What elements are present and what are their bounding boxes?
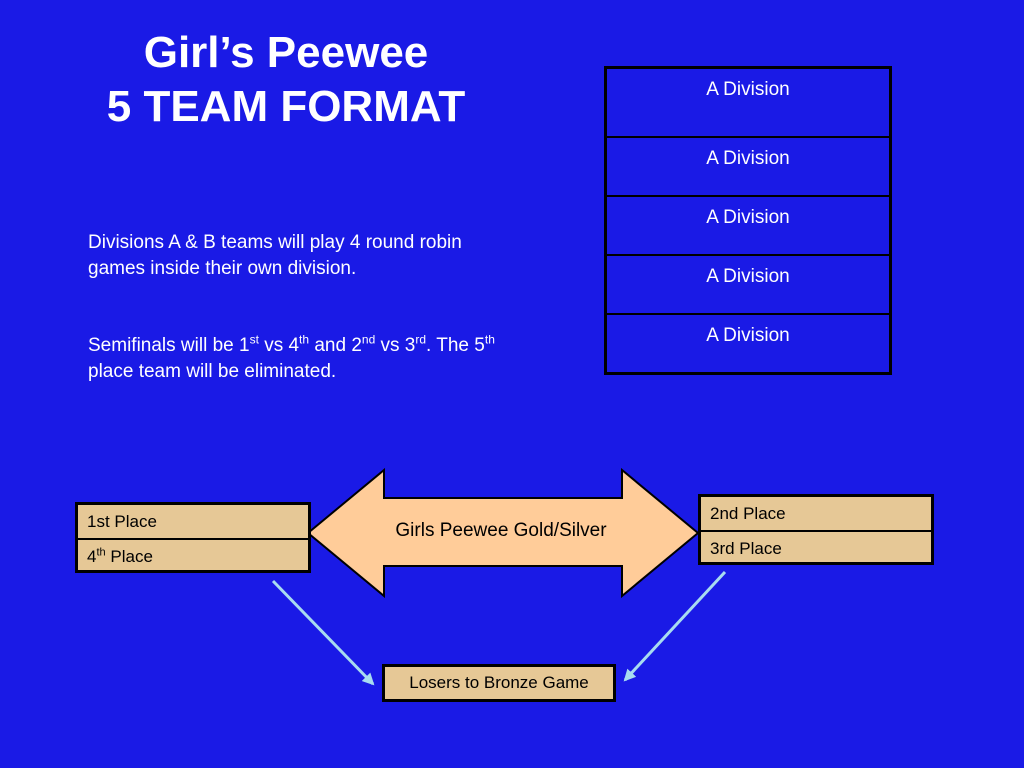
division-cell: A Division — [607, 136, 889, 195]
right-bracket-box — [698, 494, 934, 565]
bronze-game-box: Losers to Bronze Game — [382, 664, 616, 702]
round-robin-paragraph: Divisions A & B teams will play 4 round robin games inside their own division. — [88, 232, 462, 279]
left-bracket-box — [75, 502, 311, 573]
division-cell: A Division — [706, 79, 790, 100]
right-connector-arrow — [625, 572, 725, 680]
second-place-cell: 2nd Place — [710, 504, 786, 523]
division-cell: A Division — [607, 313, 889, 372]
division-cell: A Division — [607, 195, 889, 254]
division-cell: A Division — [607, 254, 889, 313]
third-place-cell: 3rd Place — [701, 530, 931, 562]
title-line-2: 5 TEAM FORMAT — [106, 82, 466, 131]
title-line-1: Girl’s Peewee — [143, 28, 429, 77]
semifinals-paragraph: Semifinals will be 1st vs 4th and 2nd vs 3rd. The 5th place team will be eliminated. — [88, 332, 495, 382]
gold-silver-label: Girls Peewee Gold/Silver — [395, 520, 607, 541]
fourth-place-cell: 4th Place — [78, 538, 308, 570]
left-connector-arrow — [273, 581, 373, 684]
first-place-cell: 1st Place — [87, 512, 157, 531]
